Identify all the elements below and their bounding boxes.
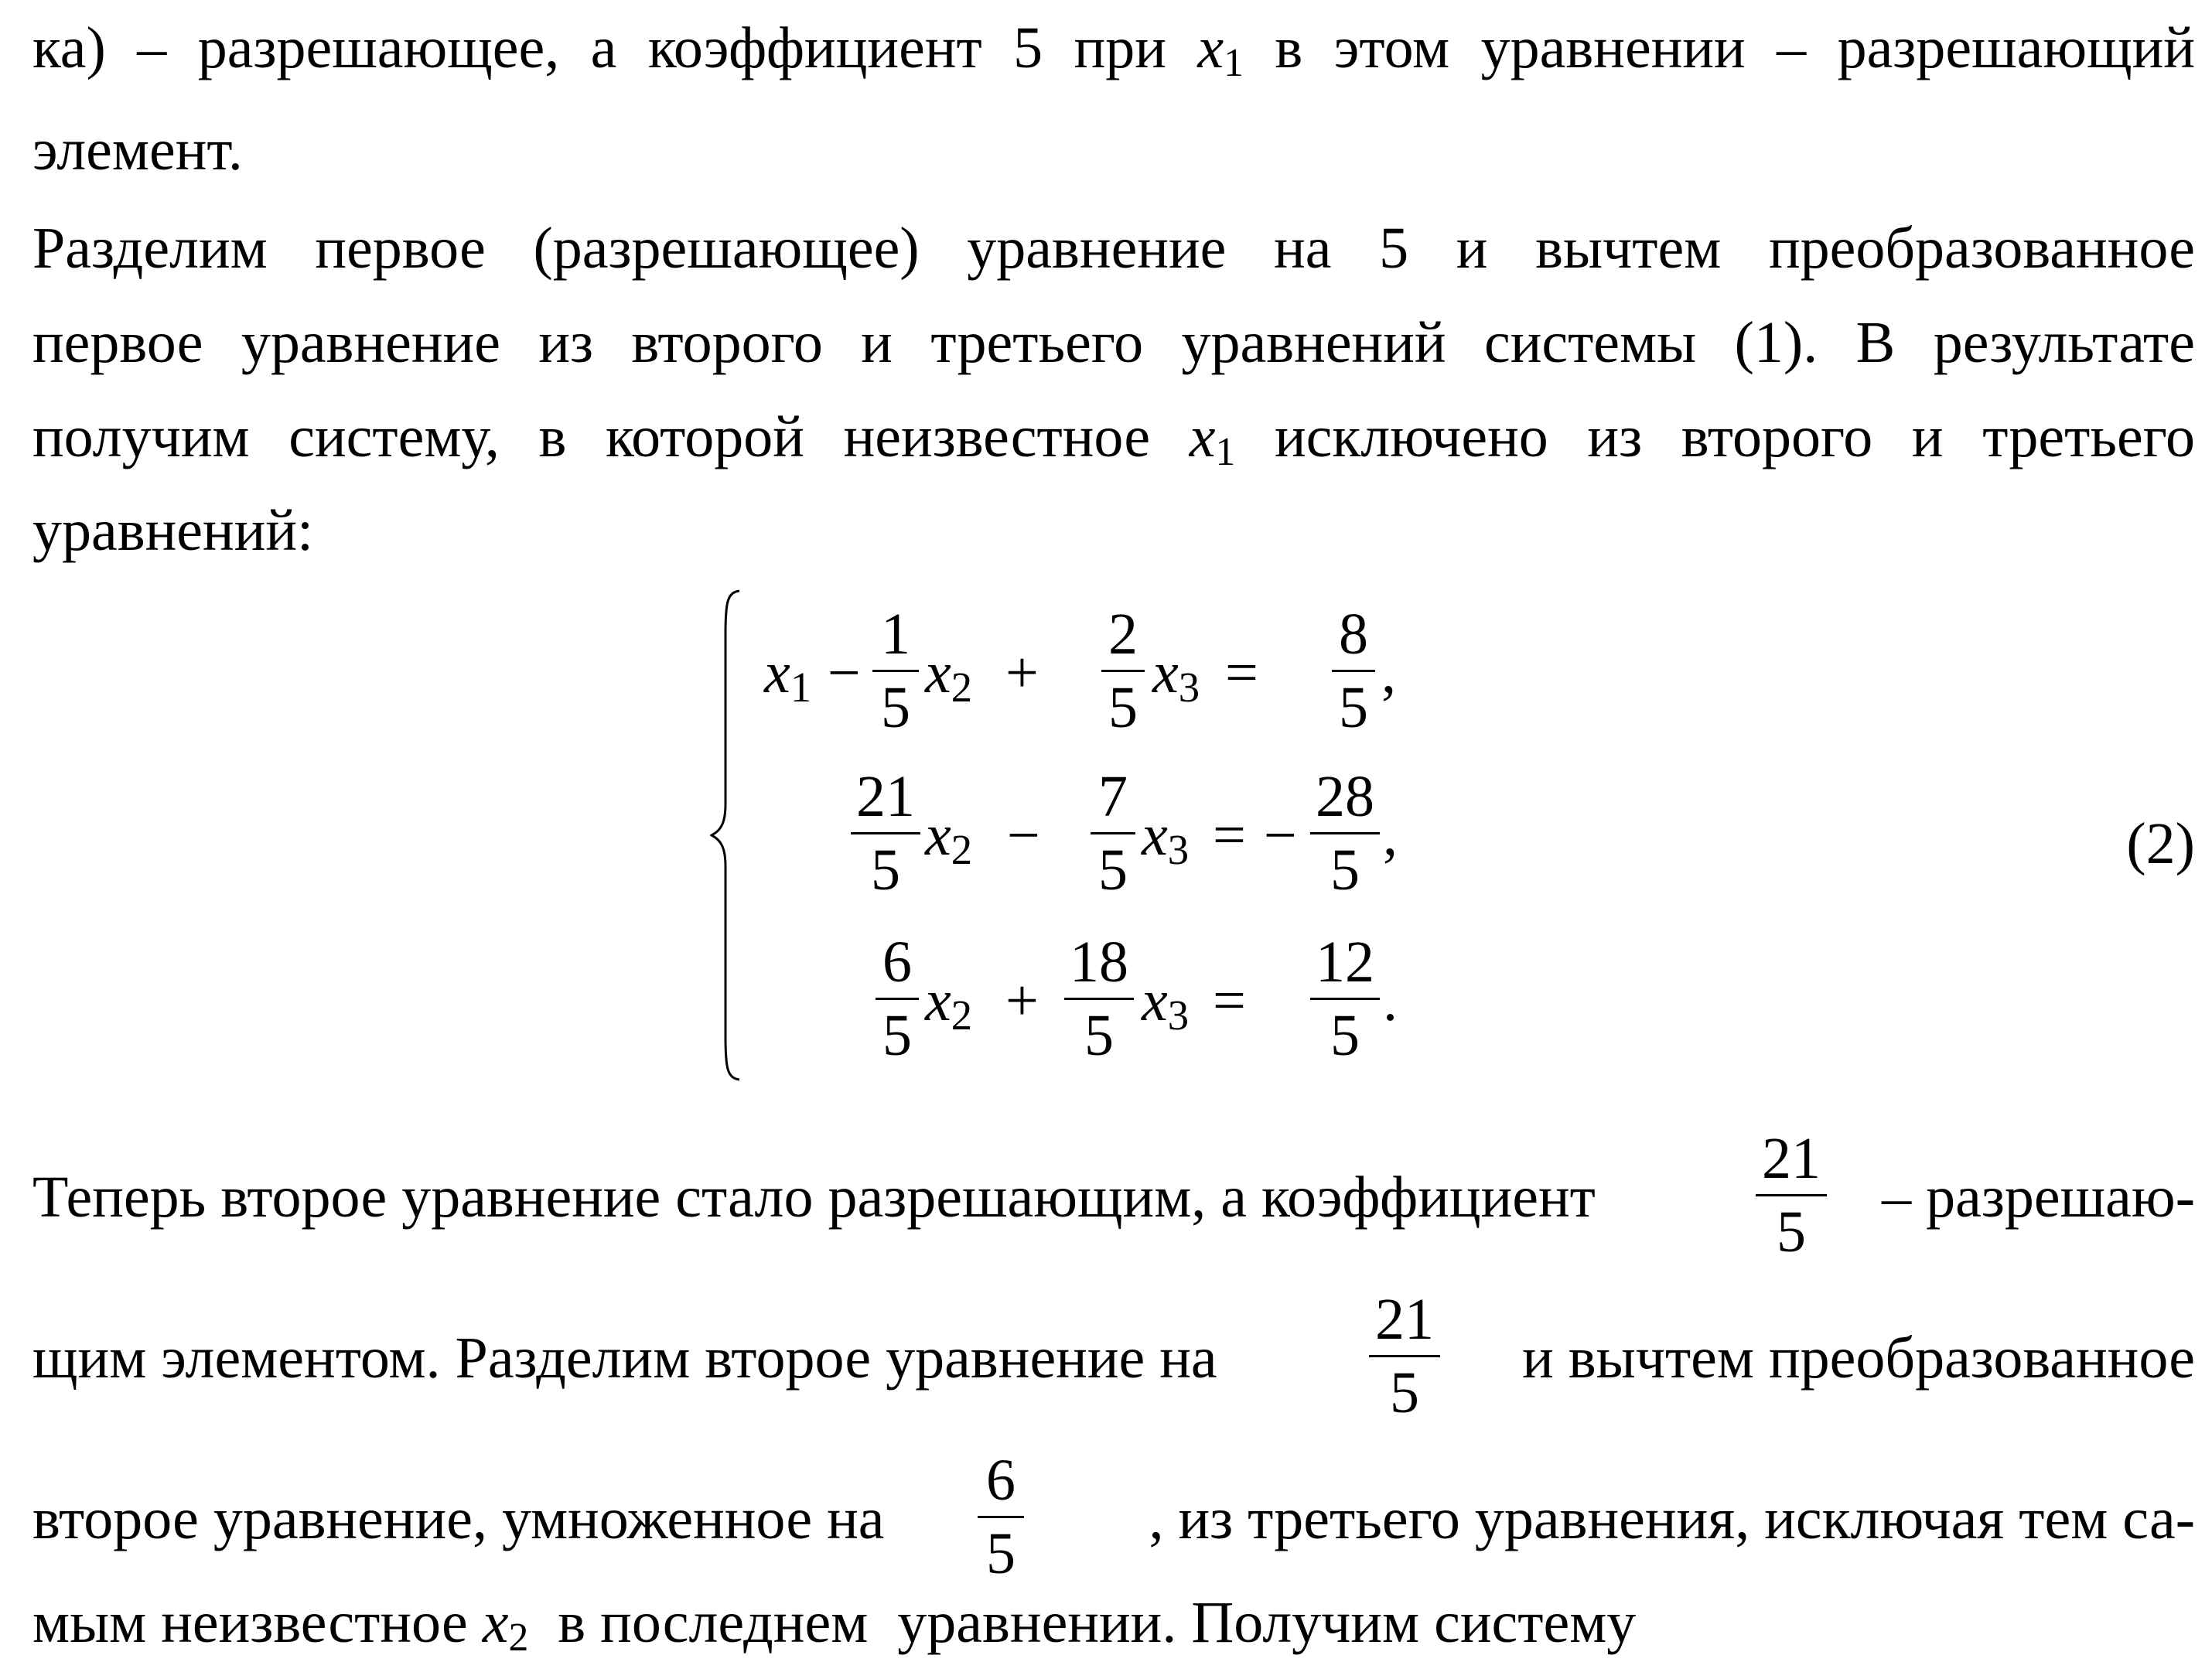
fraction: 28 5 bbox=[1310, 767, 1380, 899]
variable-x2: x2 bbox=[925, 968, 973, 1039]
variable-x2: x2 bbox=[925, 803, 973, 874]
paragraph2-line4: уравнений: bbox=[32, 498, 314, 563]
variable-x3: x3 bbox=[1142, 803, 1190, 874]
fraction: 21 5 bbox=[1369, 1290, 1440, 1422]
fraction: 8 5 bbox=[1332, 605, 1375, 737]
text-run: и вычтем преобразованное bbox=[1522, 1326, 2195, 1391]
text-run: ка) – разрешающее, а коэффициент 5 при bbox=[32, 15, 1198, 80]
text-run: в этом уравнении – разрешающий bbox=[1243, 15, 2195, 80]
paragraph1-line1 bbox=[32, 15, 2195, 86]
text-run: – разрешаю- bbox=[1882, 1165, 2195, 1230]
equals-sign: = bbox=[1213, 803, 1246, 868]
math-variable: x1 bbox=[1197, 15, 1244, 86]
minus-sign: − bbox=[1007, 803, 1040, 868]
variable-x3: x3 bbox=[1152, 640, 1200, 712]
fraction: 2 5 bbox=[1101, 605, 1145, 737]
paragraph3-line4 bbox=[32, 1590, 2195, 1660]
math-variable: x2 bbox=[482, 1590, 529, 1660]
plus-sign: + bbox=[1005, 968, 1039, 1033]
minus-sign: − bbox=[828, 640, 861, 705]
text-run: исключено из второго и третьего bbox=[1235, 404, 2195, 469]
equals-sign: = bbox=[1225, 640, 1258, 705]
text-run: , из третьего уравнения, исключая тем са- bbox=[1149, 1486, 2195, 1551]
variable-x3: x3 bbox=[1142, 968, 1190, 1039]
equation-number: (2) bbox=[2126, 811, 2195, 876]
variable-x1: x1 bbox=[764, 640, 812, 712]
paragraph2-line1: Разделим первое (разрешающее) уравнение на 5 и вычтем преобразованное bbox=[32, 216, 2195, 281]
math-variable: x1 bbox=[1189, 404, 1236, 475]
fraction: 6 5 bbox=[876, 933, 919, 1065]
comma: , bbox=[1381, 640, 1396, 705]
text-run: щим элементом. Разделим второе уравнение на bbox=[32, 1326, 1217, 1391]
fraction: 18 5 bbox=[1064, 933, 1134, 1065]
text-run: мым неизвестное bbox=[32, 1590, 483, 1655]
fraction: 12 5 bbox=[1310, 933, 1380, 1065]
period: . bbox=[1383, 968, 1398, 1033]
fraction: 21 5 bbox=[1756, 1129, 1827, 1261]
fraction: 21 5 bbox=[851, 767, 920, 899]
variable-x2: x2 bbox=[925, 640, 973, 712]
text-run: в последнем уравнении. Получим систему bbox=[528, 1590, 1637, 1655]
equals-sign: = bbox=[1213, 968, 1246, 1033]
text-run: получим систему, в которой неизвестное bbox=[32, 404, 1190, 469]
fraction: 1 5 bbox=[872, 605, 919, 737]
text-run: Теперь второе уравнение стало разрешающим, а коэффициент bbox=[32, 1165, 1596, 1230]
text-run: второе уравнение, умноженное на bbox=[32, 1486, 885, 1551]
paragraph1-line2: элемент. bbox=[32, 118, 243, 183]
plus-sign: + bbox=[1005, 640, 1039, 705]
left-brace-icon bbox=[710, 588, 741, 1083]
fraction: 6 5 bbox=[978, 1451, 1024, 1583]
fraction: 7 5 bbox=[1091, 767, 1135, 899]
paragraph2-line3 bbox=[32, 404, 2195, 475]
comma: , bbox=[1383, 803, 1398, 868]
paragraph2-line2: первое уравнение из второго и третьего уравнений системы (1). В результате bbox=[32, 310, 2195, 375]
minus-sign: − bbox=[1264, 803, 1297, 868]
